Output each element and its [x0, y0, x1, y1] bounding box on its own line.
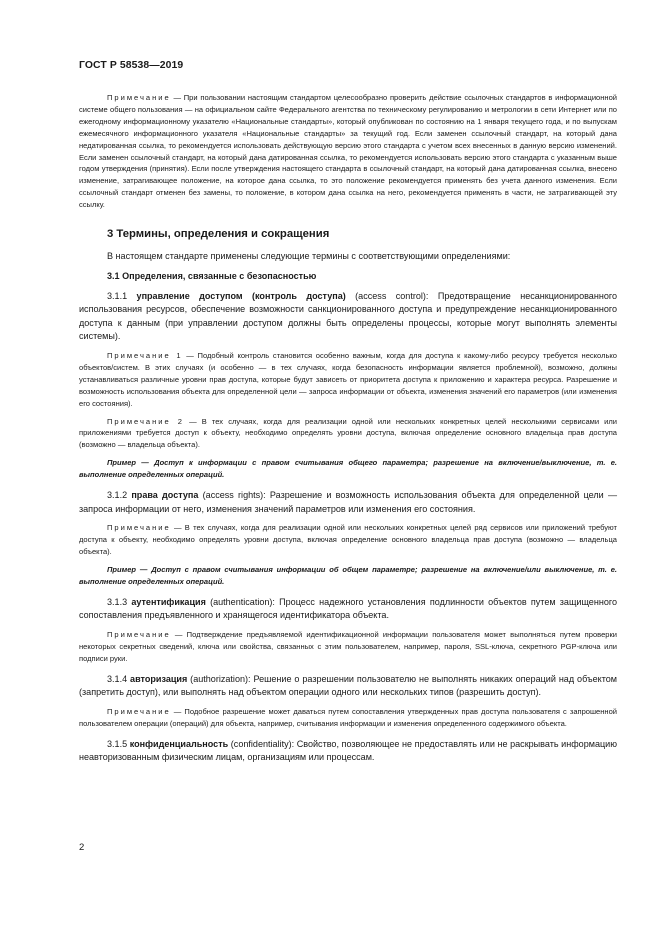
note-text: — Подобное разрешение может даваться путем сопоставления утвержденных прав доступа пользователя с запрошенной пользователем операции (операций) для объекта, например, считывания информации и изменения определенного содержимого объекта.: [79, 706, 617, 728]
term-number: 3.1.1: [107, 290, 137, 301]
note-text: — Подобный контроль становится особенно важным, когда для доступа к какому-либо ресурсу требуется несколько объектов/систем. В этих случаях (и особенно — в тех случаях, когда безопасность информации является проблемной), возможно, должны устанавливаться различные уровни прав доступа, которые будут зависеть от приоритета доступа к приложению и характера ресурса. Разрешение и возможность использования объекта для определенной цели — запроса информации от объекта, изменения значений его параметров (или изменения его состояния).: [79, 351, 617, 408]
note-label: Примечание: [107, 706, 171, 716]
page-content: [79, 92, 617, 765]
note-label: Примечание 1: [107, 351, 183, 361]
note-text: — В тех случаях, когда для реализации одной или нескольких конкретных целей несколькими сервисами или приложениями требуется доступ к объекту, необходимо определять уровни доступа, включая определение основного владельца прав доступа (возможно — владельца объекта).: [79, 416, 618, 450]
note-label: Примечание: [107, 93, 171, 102]
note-label: Примечание: [107, 630, 171, 639]
note-text: — В тех случаях, когда для реализации одной или нескольких конкретных целей ряд сервисов или приложений требуют доступа к объекту, необходимо определять уровни доступа, включая определение основного владельца прав доступа (возможно — владельца объекта).: [79, 523, 617, 557]
section-intro: В настоящем стандарте применены следующие термины с соответствующими определениями:: [107, 251, 511, 262]
intro-note: [79, 92, 617, 211]
term-3-1-1-note-1: [79, 350, 617, 410]
term-definition: (authorization): Решение о разрешении пользователю не выполнять никаких операций над объектом (запретить доступ), или выполнять над объектом операции одного или нескольких типов (разрешить доступ).: [79, 673, 617, 698]
term-3-1-2-note: [79, 522, 617, 558]
term-number: 3.1.3: [107, 596, 132, 607]
standard-header: ГОСТ Р 58538—2019: [79, 60, 184, 71]
term-definition: (access rights): Разрешение и возможность использования объекта для определенной цели — запроса информации от него, изменения значений параметров или изменения его состояния.: [79, 490, 618, 514]
note-text: — При пользовании настоящим стандартом целесообразно проверить действие ссылочных стандартов в информационной системе общего пользования — на официальном сайте Федерального агентства по техническому регулированию и метрологии в сети Интернет или по ежегодному информационному указателю «Национальные стандарты», который опубликован по состоянию на 1 января текущего года, и по выпускам ежемесячного информационного указателя «Национальные стандарты» за текущий год. Если заменен ссылочный стандарт, на который дана недатированная ссылка, то рекомендуется использовать действующую версию этого стандарта с учетом всех внесенных в данную версию изменений. Если заменен ссылочный стандарт, на который дана датированная ссылка, то рекомендуется использовать версию этого стандарта с указанным выше годом утверждения (принятия). Если после утверждения настоящего стандарта в ссылочный стандарт, на который дана датированная ссылка, внесено изменение, затрагивающее положение, на которое дана ссылка, то это положение рекомендуется применять без учета данного изменения. Если ссылочный стандарт отменен без замены, то положение, в котором дана ссылка на него, рекомендуется применять в части, не затрагивающей эту ссылку.: [79, 93, 617, 210]
term-definition: (access control): Предотвращение несанкционированного использования ресурсов, обеспечение возможности санкционированного доступа и предупреждение несанкционированного доступа к данным (при управлении доступом должны быть определены процессы, которые могут выполнять элементы системы).: [79, 290, 617, 342]
term-number: 3.1.4: [107, 673, 131, 684]
page-number: 2: [79, 842, 85, 853]
term-definition: (confidentiality): Свойство, позволяющее не предоставлять или не раскрывать информацию неавторизованным физическим лицам, организациям или процессам.: [79, 738, 617, 763]
term-number: 3.1.2: [107, 490, 132, 501]
term-name: конфиденциальность: [129, 738, 229, 749]
term-name: аутентификация: [131, 596, 206, 607]
term-number: 3.1.5: [107, 738, 130, 749]
term-3-1-5: [79, 738, 617, 765]
term-3-1-2: [79, 489, 617, 516]
note-label: Примечание: [107, 523, 171, 533]
note-text: — Подтверждение предъявляемой идентификационной информации пользователя может выполняться путем проверки некоторых секретных сведений, ключа или свойства, связанных с этим пользователем, например, пароля, SSL-ключа, секретного PGP-ключа или подписи руки.: [79, 630, 617, 663]
term-name: авторизация: [130, 673, 188, 684]
term-3-1-1: [79, 290, 617, 344]
term-3-1-1-note-2: [79, 416, 617, 452]
term-3-1-4: [79, 673, 617, 700]
note-label: Примечание 2: [107, 416, 184, 426]
term-3-1-3: [79, 596, 617, 623]
term-name: управление доступом (контроль доступа): [136, 290, 346, 301]
subsection-title: 3.1 Определения, связанные с безопасностью: [107, 270, 317, 281]
term-3-1-1-example: Пример — Доступ к информации с правом считывания общего параметра; разрешение на включение/выключение, т. е. выполнение определенных операций.: [79, 458, 617, 480]
term-name: права доступа: [131, 490, 199, 501]
term-3-1-2-example: Пример — Доступ с правом считывания информации об общем параметре; разрешение на включение/или выключение, т. е. выполнение определенных операций.: [79, 565, 617, 586]
term-3-1-3-note: [79, 629, 617, 665]
term-definition: (authentication): Процесс надежного установления подлинности объектов путем защищенного сопоставления предъявленного и хранящегося идентификатора объекта.: [79, 596, 617, 621]
section-title: 3 Термины, определения и сокращения: [107, 228, 330, 241]
term-3-1-4-note: [79, 706, 617, 730]
